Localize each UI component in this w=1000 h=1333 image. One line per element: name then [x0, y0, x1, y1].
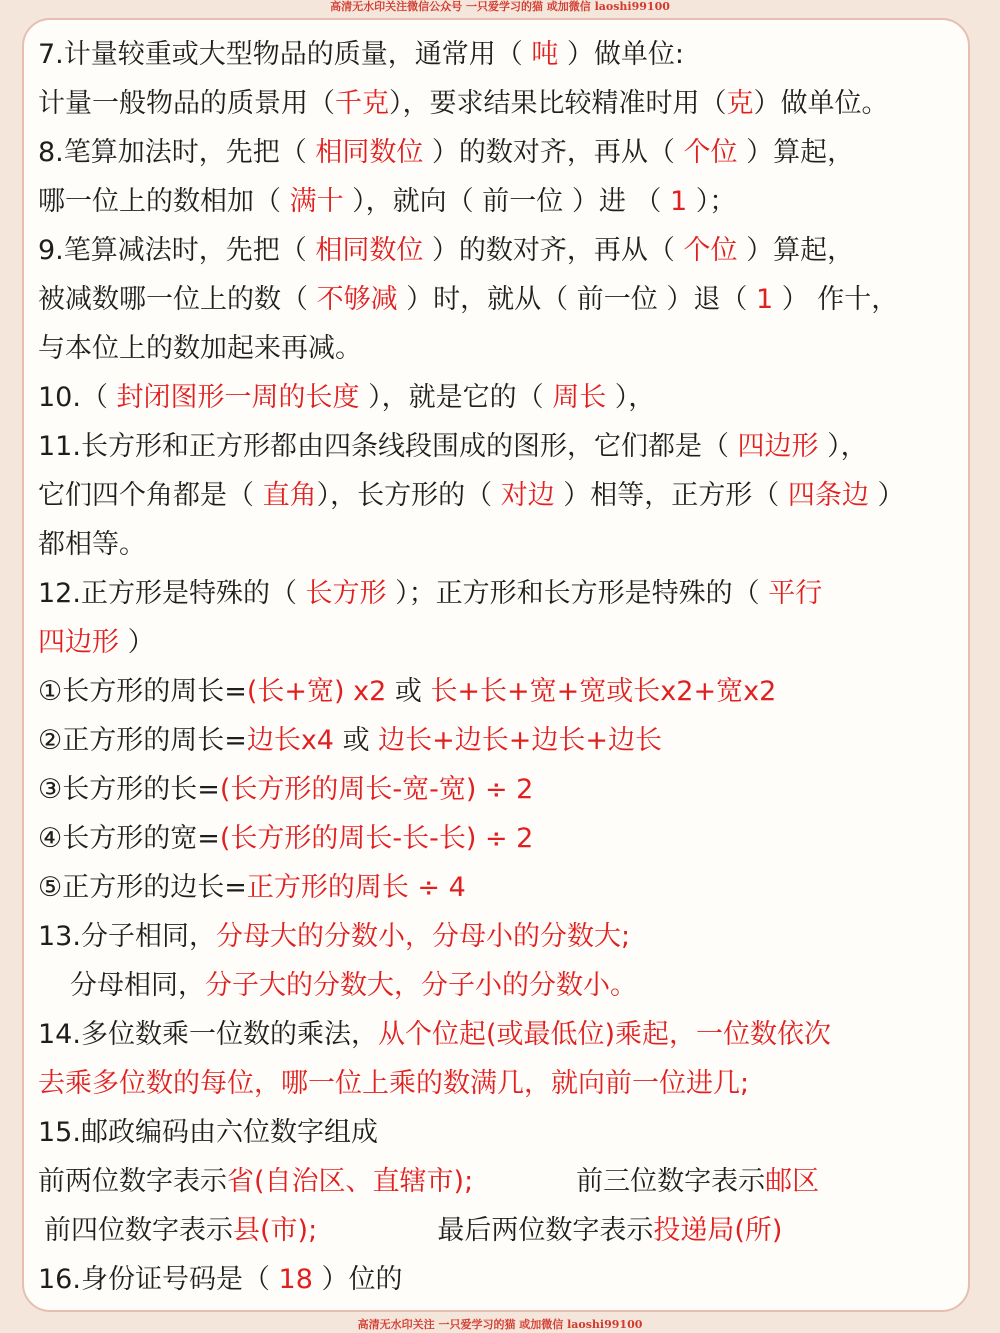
body-text: ）时，就从（ 前一位 ）退（: [397, 284, 756, 315]
text-line: [38, 1059, 978, 1108]
text-line: [38, 716, 978, 765]
answer-text: 1: [670, 186, 688, 217]
answer-text: 克: [726, 88, 754, 119]
body-text: 前两位数字表示: [38, 1166, 227, 1197]
text-line: [38, 275, 978, 324]
text-line: [38, 961, 978, 1010]
body-text: ），: [606, 382, 656, 413]
answer-text: 相同数位: [315, 235, 424, 266]
body-text: 9.笔算减法时，先把（: [38, 235, 316, 266]
body-text: ③长方形的长=: [38, 774, 220, 805]
body-text: 或: [334, 725, 379, 756]
body-text: 14.多位数乘一位数的乘法，: [38, 1019, 378, 1050]
body-text: 或: [386, 676, 431, 707]
body-text: ）算起，: [737, 137, 855, 168]
text-line: [38, 177, 978, 226]
answer-text: 邮区: [765, 1166, 820, 1197]
text-line: [38, 1157, 978, 1206]
body-text: ）；: [687, 186, 737, 217]
answer-text: 千克: [335, 88, 389, 119]
answer-text: 四边形: [737, 431, 819, 462]
text-line: [38, 520, 978, 569]
body-text: ） 作十，: [773, 284, 899, 315]
answer-text: 县(市);: [233, 1215, 318, 1246]
text-line: [38, 79, 978, 128]
text-line: [38, 912, 978, 961]
body-text: ）；正方形和长方形是特殊的（: [386, 578, 769, 609]
body-text: 11.长方形和正方形都由四条线段围成的图形，它们都是（: [38, 431, 738, 462]
answer-text: 满十: [289, 186, 344, 217]
answer-text: 直角: [262, 480, 317, 511]
text-line: [38, 373, 978, 422]
body-text: ），长方形的（: [316, 480, 501, 511]
body-text: ②正方形的周长=: [38, 725, 247, 756]
body-text: ）的数对齐，再从（: [423, 235, 684, 266]
text-line: [38, 765, 978, 814]
watermark-top: 高清无水印关注微信公众号 一只爱学习的猫 或加微信 laoshi99100: [330, 0, 670, 13]
body-text: ）相等，正方形（: [554, 480, 788, 511]
answer-text: (长方形的周长-宽-宽) ÷ 2: [219, 774, 534, 805]
answer-text: 分子大的分数大，分子小的分数小。: [205, 970, 637, 1001]
answer-text: 投递局(所): [653, 1215, 783, 1246]
body-text: 12.正方形是特殊的（: [38, 578, 306, 609]
answer-text: 分母大的分数小，分母小的分数大;: [215, 921, 631, 952]
body-text: ），: [818, 431, 868, 462]
text-line: [38, 1206, 978, 1255]
answer-text: 相同数位: [315, 137, 424, 168]
answer-text: 吨: [531, 39, 559, 70]
answer-text: 个位: [683, 137, 738, 168]
body-text: ），要求结果比较精准时用（: [389, 88, 727, 119]
body-text: 8.笔算加法时，先把（: [38, 137, 316, 168]
answer-text: (长+宽) x2: [246, 676, 387, 707]
body-text: ）的数对齐，再从（: [423, 137, 684, 168]
text-line: [38, 30, 978, 79]
body-text: 前三位数字表示: [473, 1166, 766, 1197]
body-text: 15.邮政编码由六位数字组成: [38, 1117, 378, 1148]
body-text: ）做单位:: [558, 39, 685, 70]
body-text: ）: [868, 480, 905, 511]
body-text: 分母相同，: [70, 970, 205, 1001]
text-line: [38, 569, 978, 618]
text-line: [38, 667, 978, 716]
answer-text: 去乘多位数的每位，哪一位上乘的数满几，就向前一位进几;: [38, 1068, 750, 1099]
body-text: 最后两位数字表示: [317, 1215, 654, 1246]
text-line: [38, 1010, 978, 1059]
body-text: 被减数哪一位上的数（: [38, 284, 317, 315]
answer-text: 省(自治区、直辖市);: [227, 1166, 474, 1197]
answer-text: 四边形: [38, 627, 119, 658]
text-line: [38, 1255, 978, 1304]
watermark-bottom: 高清无水印关注 一只爱学习的猫 或加微信 laoshi99100: [357, 1318, 643, 1331]
answer-text: (长方形的周长-长-长) ÷ 2: [219, 823, 534, 854]
answer-text: 平行: [768, 578, 823, 609]
answer-text: 个位: [683, 235, 738, 266]
answer-text: 周长: [552, 382, 607, 413]
text-line: [38, 1108, 978, 1157]
body-text: ）位的: [312, 1264, 403, 1295]
text-line: [38, 471, 978, 520]
body-text: 13.分子相同，: [38, 921, 216, 952]
document-body: [38, 30, 978, 1304]
body-text: 都相等。: [38, 529, 146, 560]
answer-text: 18: [278, 1264, 313, 1295]
answer-text: 长+长+宽+宽或长x2+宽x2: [430, 676, 777, 707]
body-text: 16.身份证号码是（: [38, 1264, 279, 1295]
answer-text: 封闭图形一周的长度: [116, 382, 360, 413]
body-text: ），就向（ 前一位 ）进 （: [343, 186, 671, 217]
body-text: 与本位上的数加起来再减。: [38, 333, 362, 364]
body-text: ④长方形的宽=: [38, 823, 220, 854]
body-text: ⑤正方形的边长=: [38, 872, 247, 903]
answer-text: 边长x4: [246, 725, 334, 756]
text-line: [38, 863, 978, 912]
body-text: 前四位数字表示: [44, 1215, 233, 1246]
body-text: 哪一位上的数相加（: [38, 186, 290, 217]
body-text: ）做单位。: [753, 88, 889, 119]
answer-text: 正方形的周长 ÷ 4: [246, 872, 466, 903]
body-text: ）算起，: [737, 235, 855, 266]
body-text: 它们四个角都是（: [38, 480, 263, 511]
answer-text: 不够减: [316, 284, 398, 315]
answer-text: 边长+边长+边长+边长: [378, 725, 663, 756]
text-line: [38, 814, 978, 863]
answer-text: 长方形: [305, 578, 387, 609]
text-line: [38, 226, 978, 275]
answer-text: 从个位起(或最低位)乘起，一位数依次: [377, 1019, 832, 1050]
body-text: 计量一般物品的质景用（: [38, 88, 335, 119]
answer-text: 四条边: [787, 480, 869, 511]
text-line: [38, 324, 978, 373]
answer-text: 对边: [500, 480, 555, 511]
body-text: ）: [119, 627, 155, 658]
body-text: ），就是它的（: [359, 382, 553, 413]
text-line: [38, 128, 978, 177]
answer-text: 1: [755, 284, 774, 315]
text-line: [38, 422, 978, 471]
body-text: 7.计量较重或大型物品的质量，通常用（: [38, 39, 532, 70]
body-text: ①长方形的周长=: [38, 676, 247, 707]
body-text: 10.（: [38, 382, 117, 413]
text-line: [38, 618, 978, 667]
